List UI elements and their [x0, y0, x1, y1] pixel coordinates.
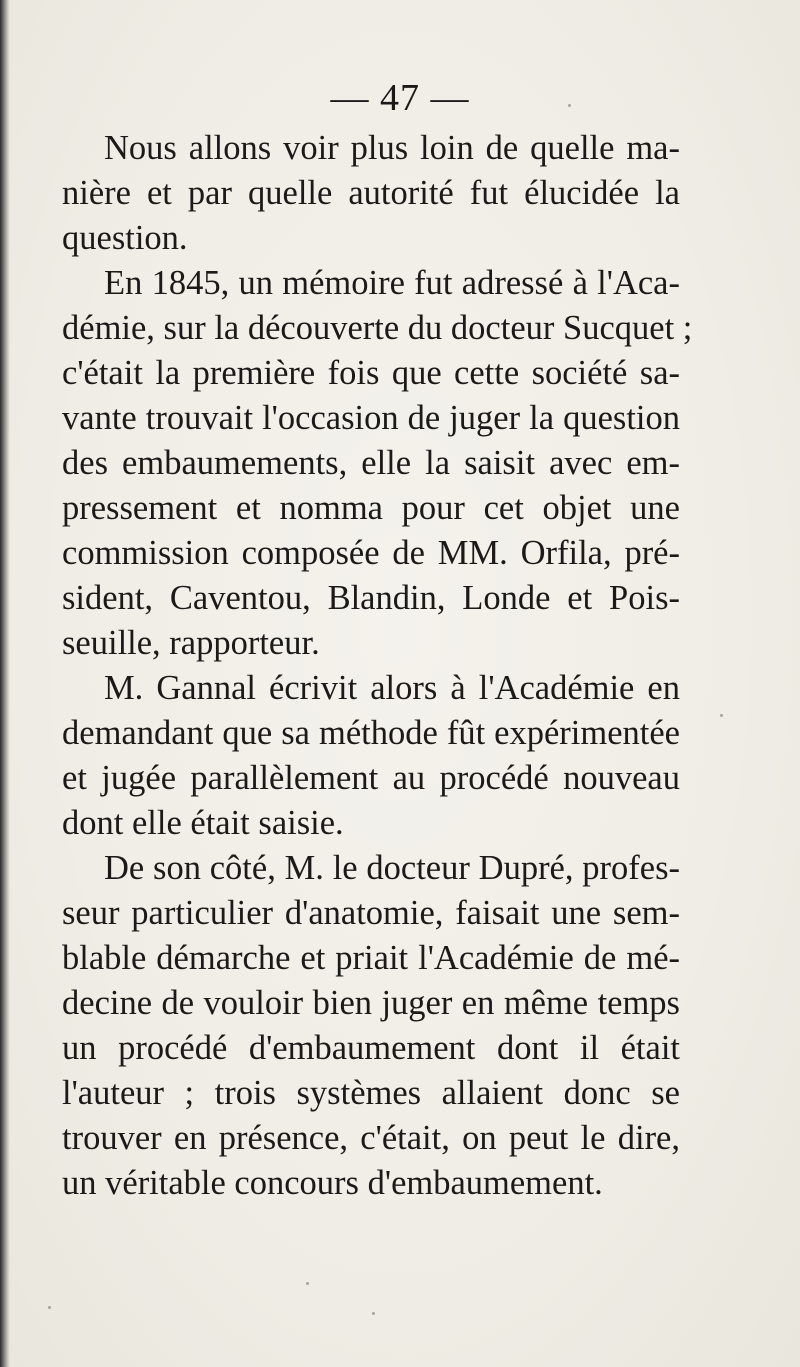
text-line: trouver en présence, c'était, on peut le dire, — [62, 1119, 680, 1157]
text-line: Nous allons voir plus loin de quelle ma- — [104, 129, 680, 167]
paragraph-3 — [62, 666, 680, 846]
text-line: M. Gannal écrivit alors à l'Académie en — [104, 669, 680, 707]
text-line: démie, sur la découverte du docteur Sucquet ; — [62, 309, 693, 347]
paper-speck — [372, 1312, 375, 1315]
text-line: commission composée de MM. Orfila, pré- — [62, 534, 680, 572]
paper-speck — [720, 714, 723, 717]
text-line: sident, Caventou, Blandin, Londe et Pois- — [62, 579, 680, 617]
paper-speck — [568, 104, 571, 107]
text-line: et jugée parallèlement au procédé nouveau — [62, 759, 680, 797]
paragraph-2 — [62, 261, 693, 666]
text-line: l'auteur ; trois systèmes allaient donc se — [62, 1074, 680, 1112]
text-line: vante trouvait l'occasion de juger la question — [62, 399, 680, 437]
paper-speck — [306, 1282, 309, 1285]
text-line: decine de vouloir bien juger en même temps — [62, 984, 680, 1022]
page-number: — 47 — — [330, 77, 470, 119]
text-line: seur particulier d'anatomie, faisait une sem- — [62, 894, 680, 932]
text-line: question. — [62, 219, 188, 257]
text-line: un véritable concours d'embaumement. — [62, 1164, 603, 1202]
text-line: des embaumements, elle la saisit avec em- — [62, 444, 680, 482]
text-line: demandant que sa méthode fût expérimentée — [62, 714, 680, 752]
text-line: En 1845, un mémoire fut adressé à l'Aca- — [104, 264, 680, 302]
binding-edge — [0, 0, 10, 1367]
text-line: dont elle était saisie. — [62, 804, 344, 842]
text-line: nière et par quelle autorité fut élucidée la — [62, 174, 680, 212]
text-line: pressement et nomma pour cet objet une — [62, 489, 680, 527]
text-line: blable démarche et priait l'Académie de mé- — [62, 939, 680, 977]
text-line: De son côté, M. le docteur Dupré, profes- — [104, 849, 680, 887]
paper-speck — [48, 1306, 51, 1309]
paragraph-4 — [62, 846, 680, 1206]
text-line: c'était la première fois que cette société sa- — [62, 354, 680, 392]
text-line: un procédé d'embaumement dont il était — [62, 1029, 680, 1067]
body-text — [62, 126, 693, 1206]
text-line: seuille, rapporteur. — [62, 624, 320, 662]
paragraph-1 — [62, 126, 680, 261]
